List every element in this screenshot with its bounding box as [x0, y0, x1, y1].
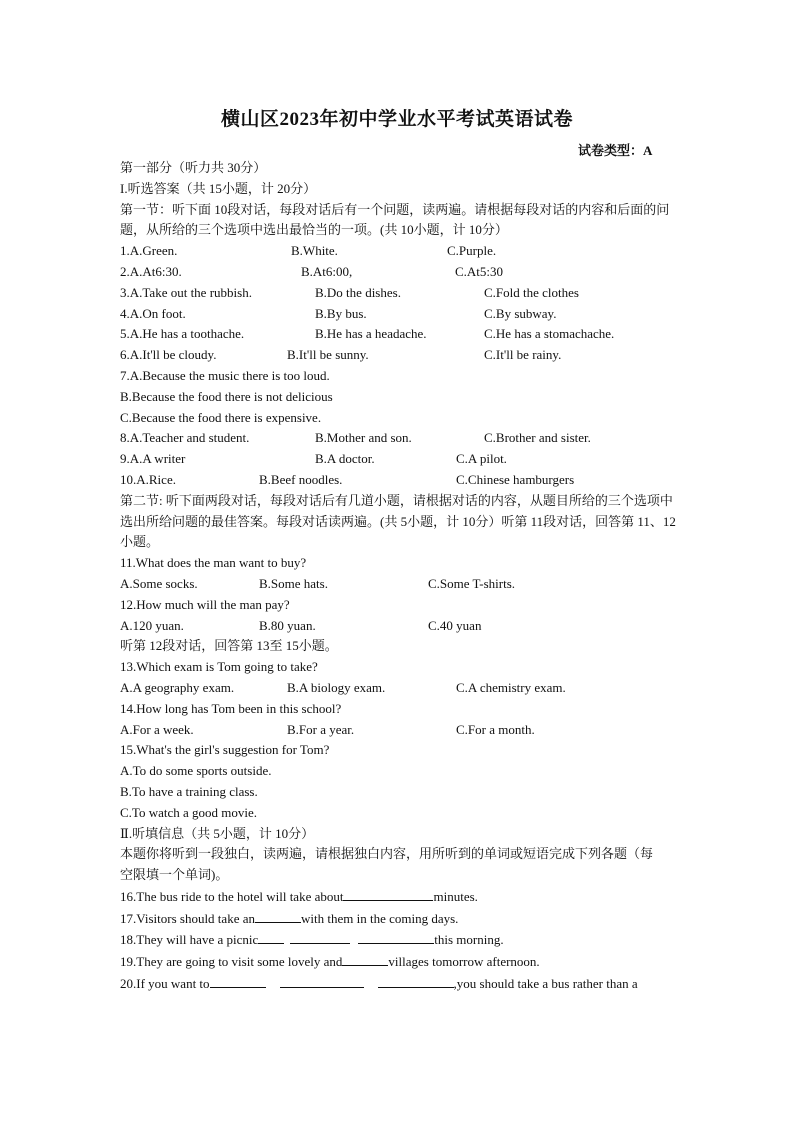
instructions: 第一节：听下面 10段对话，每段对话后有一个问题，读两遍。请根据每段对话的内容和后面的问题，从所给的三个选项中选出最恰当的一项。(共 10小题，计 10分） — [120, 201, 670, 238]
option-a: A.For a week. — [120, 721, 194, 737]
answer-blank[interactable] — [258, 929, 284, 944]
option-a: A.A geography exam. — [120, 679, 235, 695]
question-text: 20.If you want to — [120, 976, 210, 992]
question-row — [120, 241, 680, 262]
option-a: 10.A.Rice. — [120, 471, 176, 487]
question-row — [120, 428, 680, 449]
answer-blank[interactable] — [290, 929, 350, 944]
question-text: 18.They will have a picnic — [120, 932, 259, 948]
option-c: C.He has a stomachache. — [484, 326, 615, 342]
option-b: B.Some hats. — [259, 575, 328, 591]
option-b: B.By bus. — [315, 305, 367, 321]
question-text: 12.How much will the man pay? — [120, 596, 290, 612]
option-c: C.40 yuan — [428, 617, 482, 633]
instructions: 第二节: 听下面两段对话，每段对话后有几道小题，请根据对话的内容，从题目所给的三个选项中选出所给问题的最佳答案。每段对话读两遍。(共 5小题，计 10分）听第 11段对话，回答第 11、12小题。 — [120, 492, 676, 550]
answer-blank[interactable] — [255, 908, 301, 923]
instructions: 本题你将听到一段独白，读两遍，请根据独白内容，用所听到的单词或短语完成下列各题（每 — [120, 846, 654, 862]
option-c: C.It'll be rainy. — [484, 347, 562, 363]
option-b: B.White. — [291, 243, 338, 259]
question-row — [120, 345, 680, 366]
option-b: B.To have a training class. — [120, 783, 258, 799]
question-row — [120, 616, 680, 637]
option-a: 8.A.Teacher and student. — [120, 430, 250, 446]
option-c: C.Because the food there is expensive. — [120, 409, 322, 425]
option-a: 3.A.Take out the rubbish. — [120, 284, 252, 300]
question-row — [120, 304, 680, 325]
question-row — [120, 262, 680, 283]
fill-question — [120, 908, 680, 930]
question-text: with them in the coming days. — [300, 910, 459, 926]
question-text: 13.Which exam is Tom going to take? — [120, 659, 318, 675]
option-a: 5.A.He has a toothache. — [120, 326, 245, 342]
option-c: C.A pilot. — [456, 451, 507, 467]
fill-question — [120, 973, 680, 995]
question-row — [120, 720, 680, 741]
section-heading: I.听选答案（共 15小题，计 20分） — [120, 180, 317, 196]
option-a: A.Some socks. — [120, 575, 198, 591]
option-b: B.80 yuan. — [259, 617, 316, 633]
option-c: C.By subway. — [484, 305, 557, 321]
answer-blank[interactable] — [210, 973, 266, 988]
fill-question — [120, 951, 680, 973]
option-c: C.A chemistry exam. — [456, 679, 566, 695]
option-c: C.Fold the clothes — [484, 284, 579, 300]
instructions: 空限填一个单词)。 — [120, 867, 229, 883]
exam-content — [120, 158, 680, 995]
question-row — [120, 470, 680, 491]
option-a: 9.A.A writer — [120, 451, 186, 467]
option-c: C.Some T-shirts. — [428, 575, 516, 591]
option-b: B.It'll be sunny. — [287, 347, 369, 363]
option-b: B.He has a headache. — [315, 326, 427, 342]
question-text: 19.They are going to visit some lovely and — [120, 954, 343, 970]
fill-question — [120, 886, 680, 908]
option-b: B.A biology exam. — [287, 679, 386, 695]
fill-question — [120, 929, 680, 951]
instructions: 听第 12段对话，回答第 13至 15小题。 — [120, 638, 338, 654]
question-text: 16.The bus ride to the hotel will take about — [120, 888, 344, 904]
question-text: 17.Visitors should take an — [120, 910, 255, 926]
option-a: 7.A.Because the music there is too loud. — [120, 367, 330, 383]
option-a: 1.A.Green. — [120, 243, 178, 259]
option-b: B.At6:00, — [301, 263, 353, 279]
option-a: 2.A.At6:30. — [120, 263, 182, 279]
question-row — [120, 449, 680, 470]
paper-type: 试卷类型：A — [578, 143, 653, 158]
option-a: A.To do some sports outside. — [120, 763, 272, 779]
answer-blank[interactable] — [342, 951, 388, 966]
question-row — [120, 283, 680, 304]
option-b: B.Do the dishes. — [315, 284, 401, 300]
question-row — [120, 574, 680, 595]
answer-blank[interactable] — [358, 929, 434, 944]
option-a: A.120 yuan. — [120, 617, 184, 633]
question-row — [120, 678, 680, 699]
question-text: minutes. — [433, 888, 478, 904]
question-text: 15.What's the girl's suggestion for Tom? — [120, 742, 330, 758]
question-text: villages tomorrow afternoon. — [388, 954, 540, 970]
option-b: B.A doctor. — [315, 451, 375, 467]
option-c: C.Brother and sister. — [484, 430, 591, 446]
option-b: B.Mother and son. — [315, 430, 412, 446]
question-text: this morning. — [434, 932, 504, 948]
section-heading: Ⅱ.听填信息（共 5小题，计 10分） — [120, 825, 315, 841]
option-c: C.For a month. — [456, 721, 535, 737]
option-c: C.Purple. — [447, 243, 497, 259]
question-text: 11.What does the man want to buy? — [120, 555, 307, 571]
option-a: 4.A.On foot. — [120, 305, 186, 321]
option-c: C.Chinese hamburgers — [456, 471, 575, 487]
option-a: 6.A.It'll be cloudy. — [120, 347, 217, 363]
question-text: ,you should take a bus rather than a — [453, 976, 638, 992]
option-b: B.Because the food there is not delicious — [120, 388, 333, 404]
answer-blank[interactable] — [343, 886, 433, 901]
page-title: 横山区2023年初中学业水平考试英语试卷 — [220, 109, 573, 130]
option-c: C.At5:30 — [455, 263, 504, 279]
answer-blank[interactable] — [378, 973, 454, 988]
part-heading: 第一部分（听力共 30分） — [120, 160, 267, 175]
question-text: 14.How long has Tom been in this school? — [120, 700, 342, 716]
option-b: B.For a year. — [287, 721, 355, 737]
option-b: B.Beef noodles. — [259, 471, 343, 487]
answer-blank[interactable] — [280, 973, 364, 988]
question-row — [120, 324, 680, 345]
option-c: C.To watch a good movie. — [120, 804, 258, 820]
